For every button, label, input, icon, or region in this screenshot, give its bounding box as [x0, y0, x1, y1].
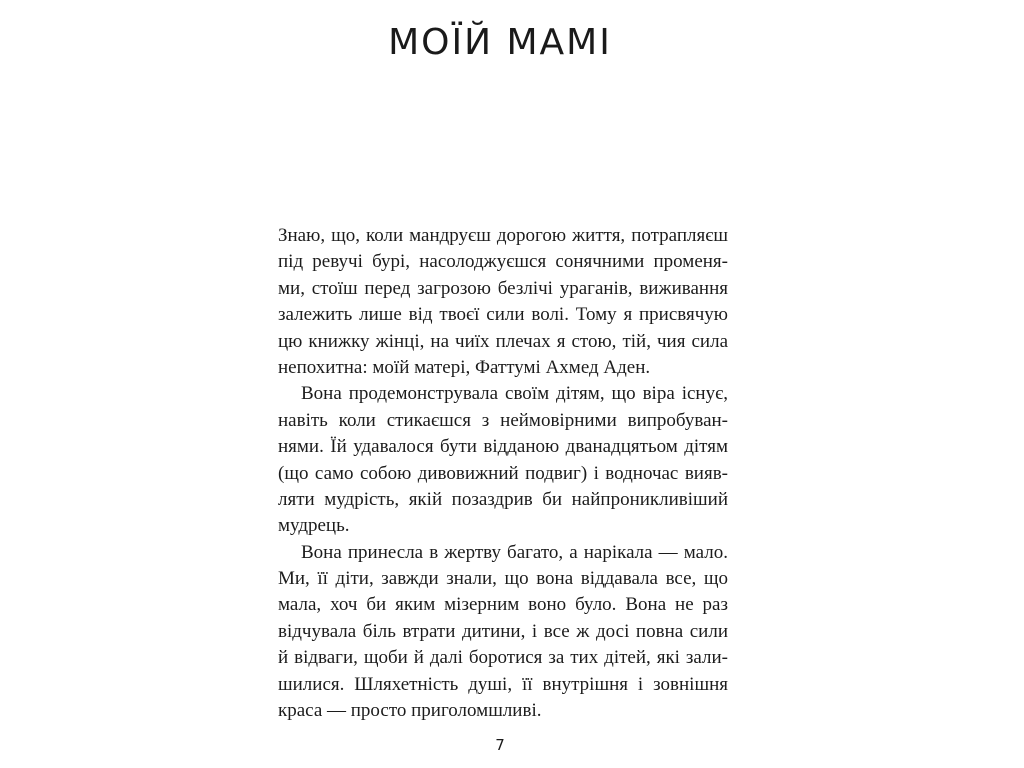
paragraph — [278, 223, 728, 381]
text-line: непохитна: моїй матері, Фаттумі Ахмед Аден. — [278, 356, 651, 378]
paragraph — [278, 540, 728, 725]
text-line: Знаю, що, коли мандруєш дорогою життя, потрапляєш — [278, 225, 728, 246]
text-line: ляти мудрість, якій позаздрив би найпроникливіший — [278, 488, 728, 510]
text-line: мала, хоч би яким мізерним воно було. Вона не раз — [278, 594, 728, 616]
dedication-text — [278, 223, 728, 724]
page-number: 7 — [495, 736, 505, 754]
text-line: ми, стоїш перед загрозою безлічі ураганів, виживання — [278, 277, 728, 299]
text-line: відчувала біль втрати дитини, і все ж досі повна сили — [278, 620, 728, 642]
text-line: Ми, її діти, завжди знали, що вона віддавала все, що — [278, 568, 728, 590]
text-line: й відваги, щоби й далі боротися за тих дітей, які зали- — [278, 647, 728, 669]
text-line: (що само собою дивовижний подвиг) і водночас вияв- — [278, 462, 728, 484]
text-line: краса — просто приголомшливі. — [278, 700, 542, 722]
text-line: Вона продемонструвала своїм дітям, що віра існує, — [301, 383, 728, 405]
text-line: під ревучі бурі, насолоджуєшся сонячними променя- — [278, 251, 728, 273]
text-line: мудрець. — [278, 515, 350, 537]
text-line: цю книжку жінці, на чиїх плечах я стою, тій, чия сила — [278, 330, 728, 352]
text-line: нями. Їй удавалося бути відданою дванадцятьом дітям — [278, 436, 728, 458]
text-line: навіть коли стикаєшся з неймовірними випробуван- — [278, 409, 728, 431]
paragraph — [278, 381, 728, 539]
text-line: Вона принесла в жертву багато, а нарікала — мало. — [301, 541, 728, 563]
text-line: шилися. Шляхетність душі, її внутрішня і зовнішня — [278, 673, 728, 695]
page-title: МОЇЙ МАМІ — [388, 22, 612, 63]
text-line: залежить лише від твоєї сили волі. Тому я присвячую — [278, 304, 728, 326]
